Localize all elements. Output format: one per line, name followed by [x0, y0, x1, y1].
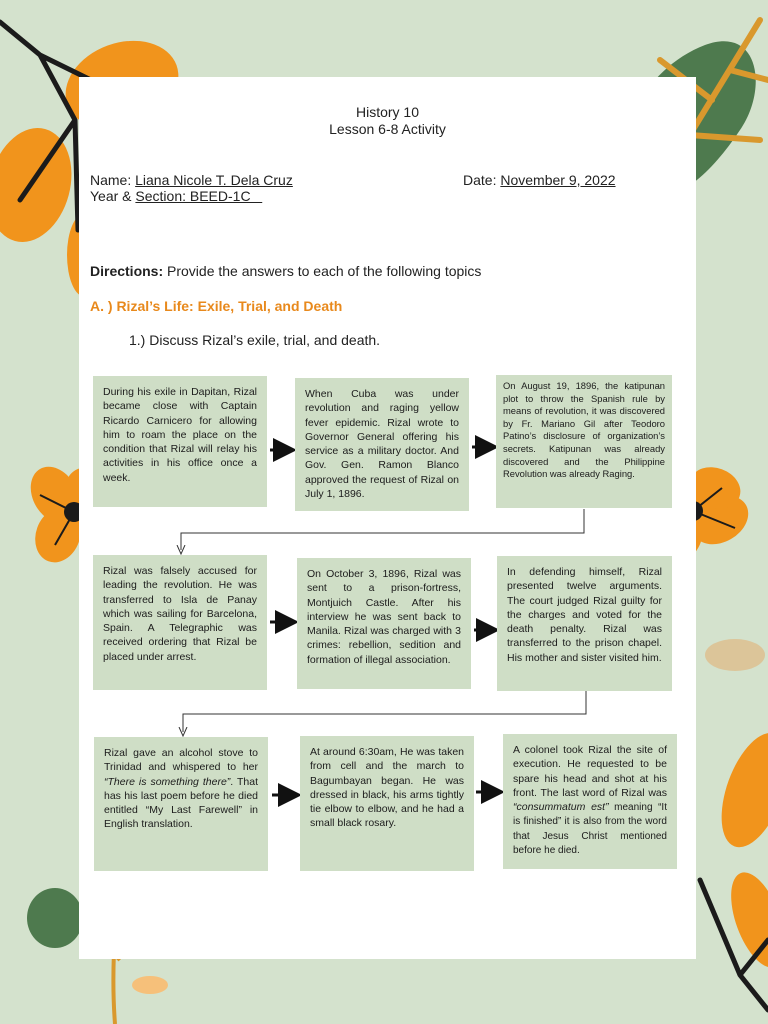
name-line — [90, 172, 293, 189]
name-label: Name: — [90, 172, 136, 188]
b9-quote: “consummatum est” — [513, 801, 609, 814]
year-label: Year & — [90, 188, 136, 204]
orange-leaf-shape — [708, 724, 768, 856]
event-box-trial: In defending himself, Rizal presented twelve arguments. The court judged Rizal guilty for the charges and voted for the death penalty. Rizal was transferred to the prison chapel. His mother and sister visited him. — [497, 556, 672, 691]
connector-row2-row3 — [183, 691, 586, 732]
event-box-cuba-request: When Cuba was under revolution and raging yellow fever epidemic. Rizal wrote to Governor General offering his service as a military doctor. And Gov. Gen. Ramon Blanco approved the request of Rizal on July 1, 1896. — [295, 378, 469, 511]
b9-text-a: A colonel took Rizal the site of execution. He requested to be spare his head and shot at his front. The last word of Rizal was — [513, 744, 667, 799]
date-value: November 9, 2022 — [500, 172, 616, 188]
event-box-march: At around 6:30am, He was taken from cell and the march to Bagumbayan began. He was dressed in black, his arms tightly tie elbow to elbow, and he had a small black rosary. — [300, 736, 474, 871]
activity-sheet — [79, 77, 696, 959]
event-box-katipunan-discovered: On August 19, 1896, the katipunan plot to throw the Spanish rule by means of revolution, it was discovered by Fr. Mariano Gil after Teodoro Patino’s disclosure of organization’s secrets. Katipunan was already discovered and the Philippine Revolution was already Raging. — [496, 375, 672, 508]
question-text: 1.) Discuss Rizal’s exile, trial, and death. — [129, 332, 381, 348]
section-value: Section: BEED-1C — [135, 188, 263, 204]
green-leaf-shape — [27, 888, 83, 948]
event-box-montjuich: On October 3, 1896, Rizal was sent to a prison-fortress, Montjuich Castle. After his interview he was sent back to Manila. Rizal was charged with 3 crimes: rebellion, sedition and formation of illegal association. — [297, 558, 471, 689]
orange-leaf-shape — [132, 976, 168, 994]
year-section-line — [90, 188, 262, 205]
b7-text-a: Rizal gave an alcohol stove to Trinidad and whispered to her — [104, 747, 258, 774]
event-box-execution — [503, 734, 677, 869]
event-box-last-poem — [94, 737, 268, 871]
date-line — [463, 172, 616, 189]
green-leaf-shape — [705, 639, 765, 671]
event-box-dapitan-exile: During his exile in Dapitan, Rizal became close with Captain Ricardo Carnicero for allowing him to roam the place on the condition that Rizal will relay his activities in his office once a week. — [93, 376, 267, 507]
connector-row1-row2 — [181, 509, 584, 550]
b9-text-c: meaning “It is finished” it is also from the word that Jesus Christ mentioned before he died. — [513, 802, 667, 857]
directions-label: Directions: — [90, 263, 164, 279]
b7-text-c: . That has his last poem before he died entitled “My Last Farewell” in English translation. — [104, 775, 259, 831]
date-label: Date: — [463, 172, 501, 188]
directions — [90, 263, 481, 279]
b7-quote: “There is something there” — [104, 775, 231, 788]
section-title: A. ) Rizal’s Life: Exile, Trial, and Death — [90, 298, 343, 314]
event-box-arrest: Rizal was falsely accused for leading the revolution. He was transferred to Isla de Panay which was sailing for Barcelona, Spain. A Telegraphic was received ordering that Rizal be placed under arrest. — [93, 555, 267, 690]
lesson-title: Lesson 6-8 Activity — [329, 121, 446, 137]
orange-leaf-shape — [720, 865, 768, 974]
name-value: Liana Nicole T. Dela Cruz — [135, 172, 293, 188]
directions-text: Provide the answers to each of the following topics — [163, 263, 482, 279]
subject-title: History 10 — [355, 104, 420, 120]
